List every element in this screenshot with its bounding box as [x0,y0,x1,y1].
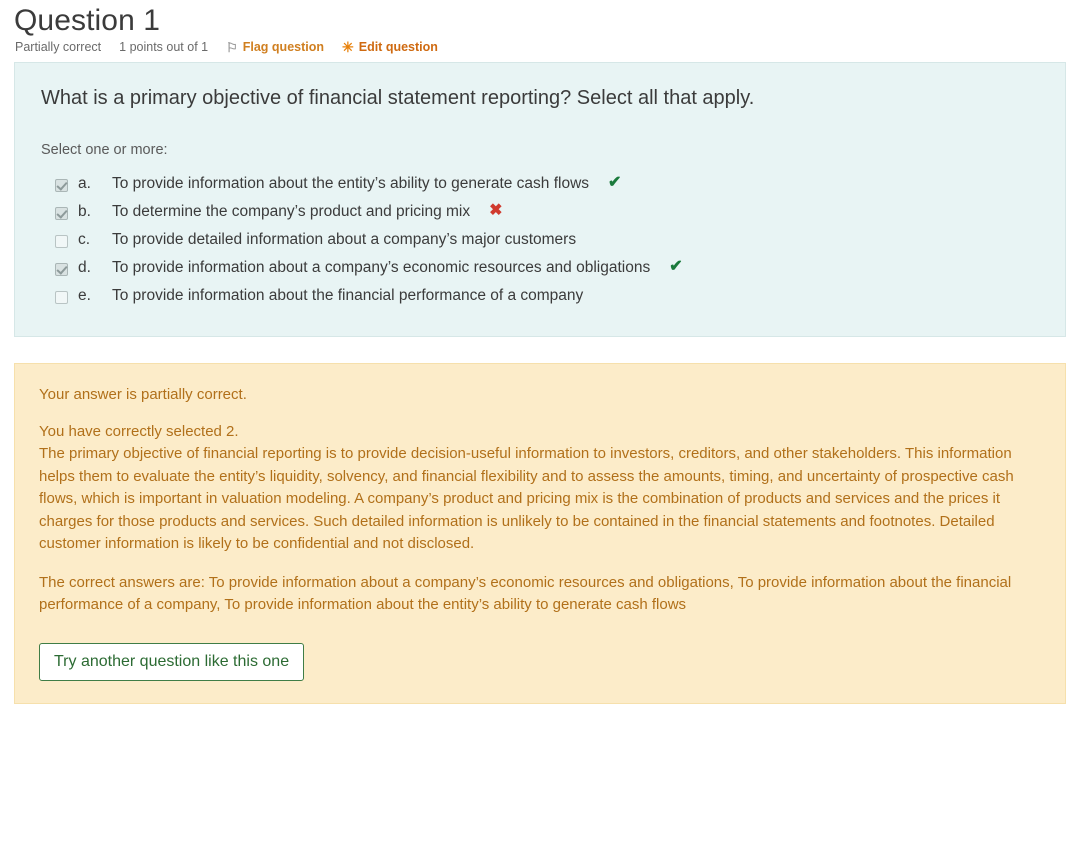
feedback-panel [14,363,1066,704]
feedback-general [39,421,1041,556]
gear-icon: ✳ [342,39,354,55]
answer-text: To provide information about the entity’s ability to generate cash flows [112,175,590,192]
correct-mark-icon: ✔ [669,258,683,275]
answer-letter: e. [78,287,91,304]
answer-letter: b. [78,203,91,220]
feedback-correct-answers: The correct answers are: To provide information about a company’s economic resources and obligations, To provide information about the financial performance of a company, To provide information about the entity’s ability to generate cash flows [39,573,1012,613]
answer-text: To provide information about a company’s economic resources and obligations [112,259,651,276]
try-another-question-button[interactable]: Try another question like this one [39,643,304,681]
list-item[interactable] [41,282,1039,310]
answer-letter: c. [78,231,91,248]
checkbox-icon[interactable] [55,235,68,248]
question-box [14,62,1066,337]
checkbox-icon[interactable] [55,263,68,276]
list-item[interactable] [41,170,1039,198]
page-title: Question 1 [14,4,161,37]
answer-text: To determine the company’s product and pricing mix [112,203,471,220]
answer-text: To provide detailed information about a company’s major customers [112,231,577,248]
answer-letter: a. [78,175,91,192]
feedback-summary: Your answer is partially correct. [39,386,247,403]
answer-prompt: Select one or more: [41,142,168,158]
feedback-general-text: The primary objective of financial reporting is to provide decision-useful information to investors, creditors, and other stakeholders. This information helps them to evaluate the entity’s liquidity, solvency, and financial flexibility and to assess the amounts, timing, and uncertainty of prospective cash flows, which is important in valuation modeling. A company’s product and pricing mix is the combination of products and services and the prices it charges for those products and services. Such detailed information is unlikely to be contained in the financial statements and footnotes. Detailed customer information is likely to be confidential and not disclosed. [39,445,1014,552]
flag-question-link[interactable] [226,40,324,54]
feedback-selected-count: You have correctly selected 2. [39,422,239,440]
flag-icon: ⚐ [226,39,238,55]
answer-letter: d. [78,259,91,276]
correct-mark-icon: ✔ [608,174,622,191]
edit-question-link[interactable] [342,40,438,54]
list-item[interactable] [41,226,1039,254]
question-text: What is a primary objective of financial statement reporting? Select all that apply. [41,87,755,109]
list-item[interactable] [41,198,1039,226]
checkbox-icon[interactable] [55,291,68,304]
flag-question-label: Flag question [242,40,324,54]
grade-text: 1 points out of 1 [119,40,209,54]
question-info-bar [14,40,1066,54]
list-item[interactable] [41,254,1039,282]
incorrect-mark-icon: ✖ [489,202,503,219]
status-badge: Partially correct [15,40,102,54]
answer-text: To provide information about the financial performance of a company [112,287,584,304]
checkbox-icon[interactable] [55,207,68,220]
edit-question-label: Edit question [358,40,438,54]
question-page [0,4,1080,704]
checkbox-icon[interactable] [55,179,68,192]
answer-list [41,170,1039,310]
